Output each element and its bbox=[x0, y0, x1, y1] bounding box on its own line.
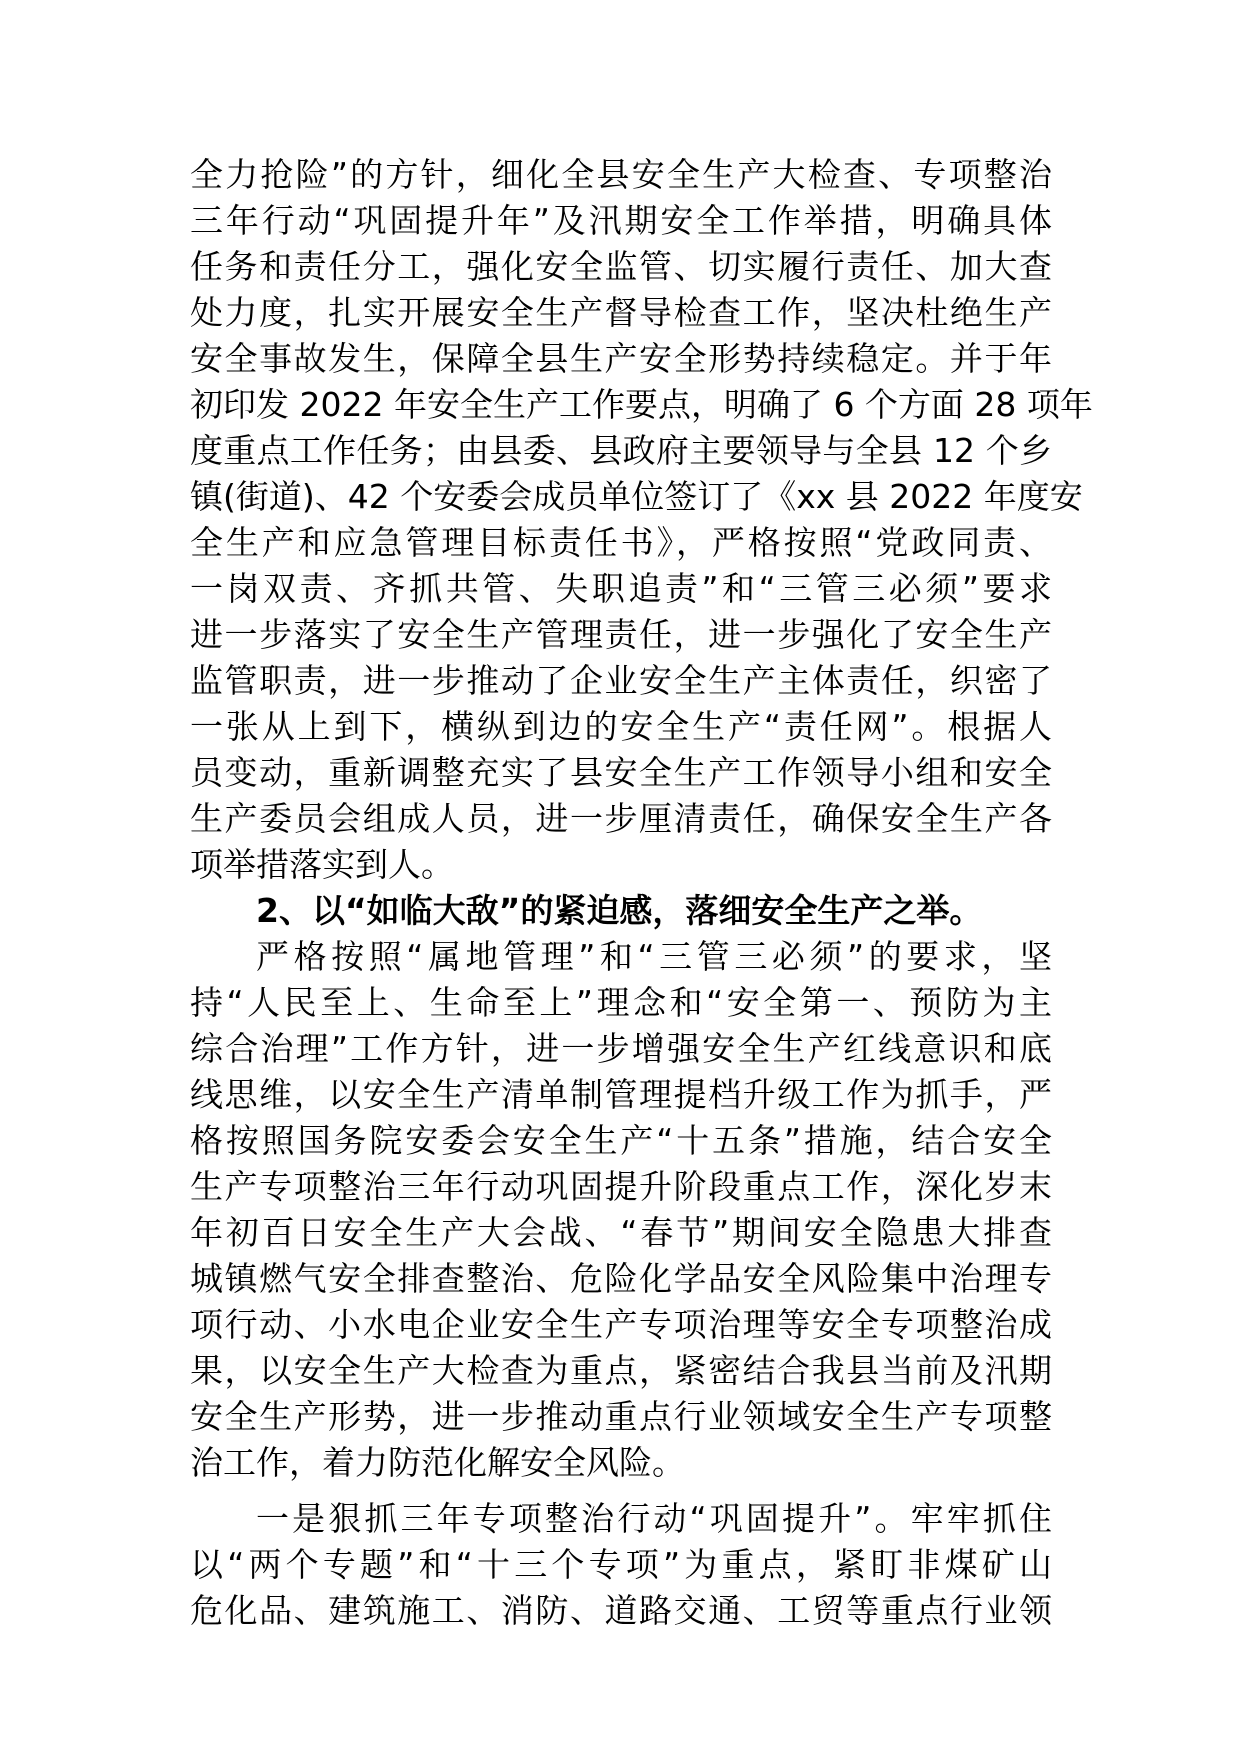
text-line: 严格按照“属地管理”和“三管三必须”的要求，坚 bbox=[256, 937, 1052, 976]
text-line: 一岗双责、齐抓共管、失职追责”和“三管三必须”要求 bbox=[190, 569, 1052, 608]
text-line: 安全事故发生，保障全县生产安全形势持续稳定。并于年 bbox=[190, 339, 1052, 378]
text-line: 项举措落实到人。 bbox=[190, 845, 454, 884]
paragraph-measures bbox=[190, 934, 1052, 1486]
document-body bbox=[190, 152, 1093, 1634]
text-line: 安全生产形势，进一步推动重点行业领域安全生产专项整 bbox=[190, 1397, 1052, 1436]
text-line: 生产专项整治三年行动巩固提升阶段重点工作，深化岁末 bbox=[190, 1167, 1052, 1206]
text-line: 城镇燃气安全排查整治、危险化学品安全风险集中治理专 bbox=[190, 1259, 1052, 1298]
text-line: 生产委员会组成人员，进一步厘清责任，确保安全生产各 bbox=[190, 799, 1052, 838]
text-line: 治工作，着力防范化解安全风险。 bbox=[190, 1443, 685, 1482]
paragraph-three-year-campaign bbox=[190, 1496, 1052, 1634]
text-line: 项行动、小水电企业安全生产专项治理等安全专项整治成 bbox=[190, 1305, 1052, 1344]
text-line: 果，以安全生产大检查为重点，紧密结合我县当前及汛期 bbox=[190, 1351, 1052, 1390]
text-line: 全生产和应急管理目标责任书》，严格按照“党政同责、 bbox=[190, 523, 1052, 562]
text-line: 年初百日安全生产大会战、“春节”期间安全隐患大排查 bbox=[190, 1213, 1052, 1252]
text-line: 镇(街道)、42 个安委会成员单位签订了《xx 县 2022 年度安 bbox=[190, 477, 1083, 516]
section-heading: 2、以“如临大敌”的紧迫感，落细安全生产之举。 bbox=[256, 891, 983, 930]
text-line: 格按照国务院安委会安全生产“十五条”措施，结合安全 bbox=[190, 1121, 1052, 1160]
text-line: 初印发 2022 年安全生产工作要点，明确了 6 个方面 28 项年 bbox=[190, 385, 1093, 424]
text-line: 一张从上到下，横纵到边的安全生产“责任网”。根据人 bbox=[190, 707, 1052, 746]
text-line: 以“两个专题”和“十三个专项”为重点，紧盯非煤矿山 bbox=[190, 1545, 1052, 1584]
text-line: 综合治理”工作方针，进一步增强安全生产红线意识和底 bbox=[190, 1029, 1052, 1068]
text-line: 任务和责任分工，强化安全监管、切实履行责任、加大查 bbox=[190, 247, 1052, 286]
text-line: 一是狠抓三年专项整治行动“巩固提升”。牢牢抓住 bbox=[256, 1499, 1052, 1538]
text-line: 度重点工作任务；由县委、县政府主要领导与全县 12 个乡 bbox=[190, 431, 1052, 470]
text-line: 持“人民至上、生命至上”理念和“安全第一、预防为主 bbox=[190, 983, 1052, 1022]
text-line: 线思维，以安全生产清单制管理提档升级工作为抓手，严 bbox=[190, 1075, 1052, 1114]
text-line: 进一步落实了安全生产管理责任，进一步强化了安全生产 bbox=[190, 615, 1052, 654]
text-line: 处力度，扎实开展安全生产督导检查工作，坚决杜绝生产 bbox=[190, 293, 1052, 332]
paragraph-responsibility bbox=[190, 152, 1093, 888]
text-line: 三年行动“巩固提升年”及汛期安全工作举措，明确具体 bbox=[190, 201, 1052, 240]
text-line: 全力抢险”的方针，细化全县安全生产大检查、专项整治 bbox=[190, 155, 1052, 194]
paragraph-gap bbox=[190, 1486, 1052, 1496]
text-line: 危化品、建筑施工、消防、道路交通、工贸等重点行业领 bbox=[190, 1591, 1052, 1630]
text-line: 员变动，重新调整充实了县安全生产工作领导小组和安全 bbox=[190, 753, 1052, 792]
text-line: 监管职责，进一步推动了企业安全生产主体责任，织密了 bbox=[190, 661, 1052, 700]
